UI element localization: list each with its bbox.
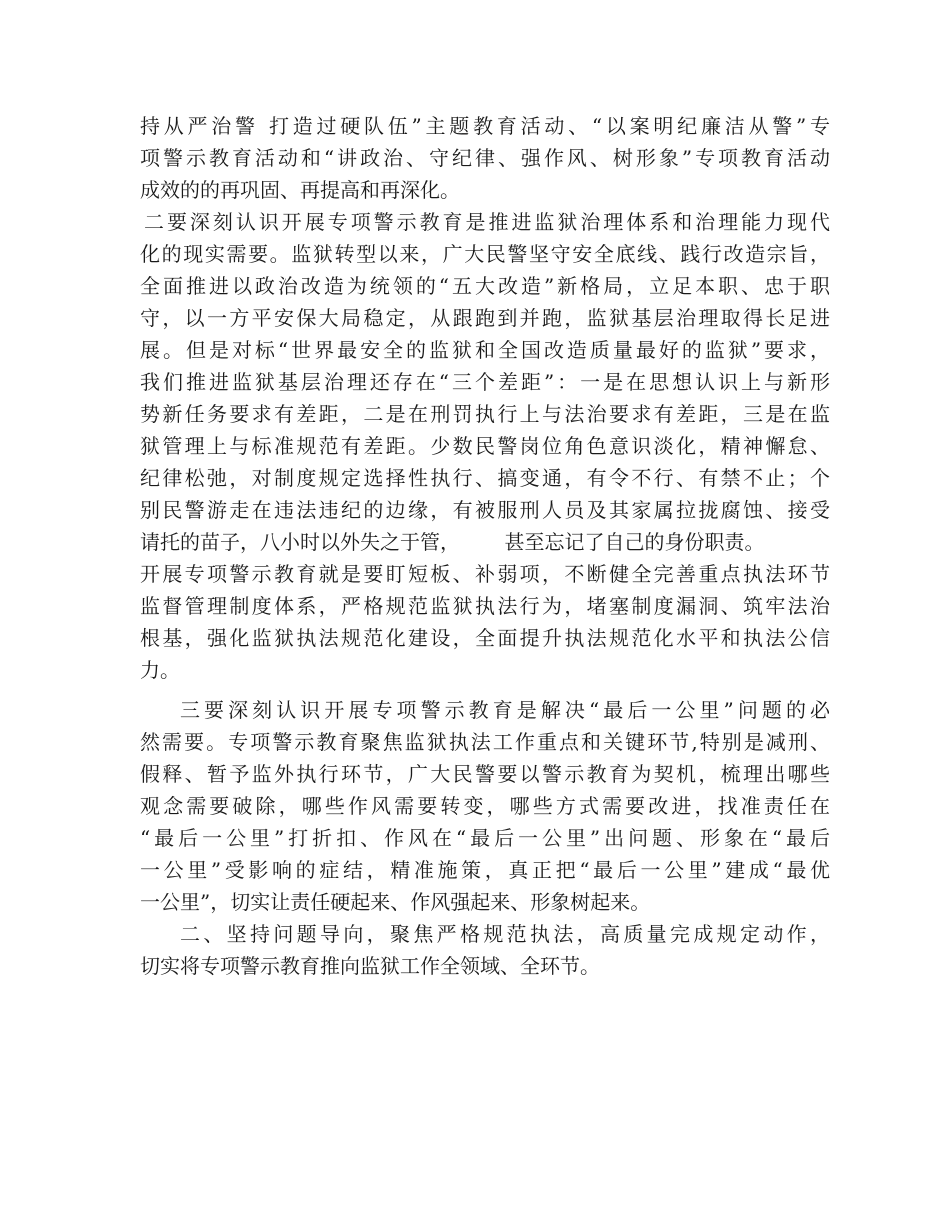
- text-line: “最后一公里”打折扣、作风在“最后一公里”出问题、形象在“最后: [140, 826, 830, 850]
- text-line: 一公里”，切实让责任硬起来、作风强起来、形象树起来。: [140, 890, 651, 914]
- text-line: 别民警游走在违法违纪的边缘，有被服刑人员及其家属拉拢腐蚀、接受: [140, 498, 830, 522]
- text-line: 狱管理上与标准规范有差距。少数民警岗位角色意识淡化，精神懈怠、: [140, 434, 830, 458]
- text-line: 假释、暂予监外执行环节，广大民警要以警示教育为契机，梳理出哪些: [140, 762, 830, 786]
- text-line: 纪律松弛，对制度规定选择性执行、搞变通，有令不行、有禁不止；个: [140, 466, 830, 490]
- text-line: 展。但是对标“世界最安全的监狱和全国改造质量最好的监狱”要求，: [140, 338, 830, 362]
- text-line: 全面推进以政治改造为统领的“五大改造”新格局，立足本职、忠于职: [140, 274, 830, 298]
- text-line: 力。: [140, 658, 180, 682]
- text-line: 一公里”受影响的症结，精准施策，真正把“最后一公里”建成“最优: [140, 858, 830, 882]
- text-line: 观念需要破除，哪些作风需要转变，哪些方式需要改进，找准责任在: [140, 794, 830, 818]
- text-line: 化的现实需要。监狱转型以来，广大民警坚守安全底线、践行改造宗旨，: [140, 242, 830, 266]
- text-line: 我们推进监狱基层治理还存在“三个差距”：一是在思想认识上与新形: [140, 370, 830, 394]
- document-body: [140, 110, 830, 982]
- text-line: 根基，强化监狱执法规范化建设，全面提升执法规范化水平和执法公信: [140, 626, 830, 650]
- section-heading-line: 切实将专项警示教育推向监狱工作全领域、全环节。: [140, 954, 600, 978]
- text-line: 请托的苗子，八小时以外失之于管， 甚至忘记了自己的身份职责。: [140, 530, 765, 554]
- text-line: 成效的的再巩固、再提高和再深化。: [140, 178, 460, 202]
- text-line: 三要深刻认识开展专项警示教育是解决“最后一公里”问题的必: [180, 698, 830, 722]
- text-line: 项警示教育活动和“讲政治、守纪律、强作风、树形象”专项教育活动: [140, 146, 830, 170]
- text-line: 持从严治警 打造过硬队伍”主题教育活动、“以案明纪廉洁从警”专: [140, 114, 830, 138]
- text-line: 守，以一方平安保大局稳定，从跟跑到并跑，监狱基层治理取得长足进: [140, 306, 830, 330]
- text-line: 然需要。专项警示教育聚焦监狱执法工作重点和关键环节,特别是减刑、: [140, 730, 830, 754]
- text-line: 监督管理制度体系，严格规范监狱执法行为，堵塞制度漏洞、筑牢法治: [140, 594, 830, 618]
- section-heading-line: 二、坚持问题导向，聚焦严格规范执法，高质量完成规定动作，: [180, 922, 830, 946]
- text-line: 势新任务要求有差距，二是在刑罚执行上与法治要求有差距，三是在监: [140, 402, 830, 426]
- paragraph-gap: [140, 686, 830, 694]
- text-line: 开展专项警示教育就是要盯短板、补弱项，不断健全完善重点执法环节: [140, 562, 830, 586]
- text-line: 二要深刻认识开展专项警示教育是推进监狱治理体系和治理能力现代: [144, 210, 830, 234]
